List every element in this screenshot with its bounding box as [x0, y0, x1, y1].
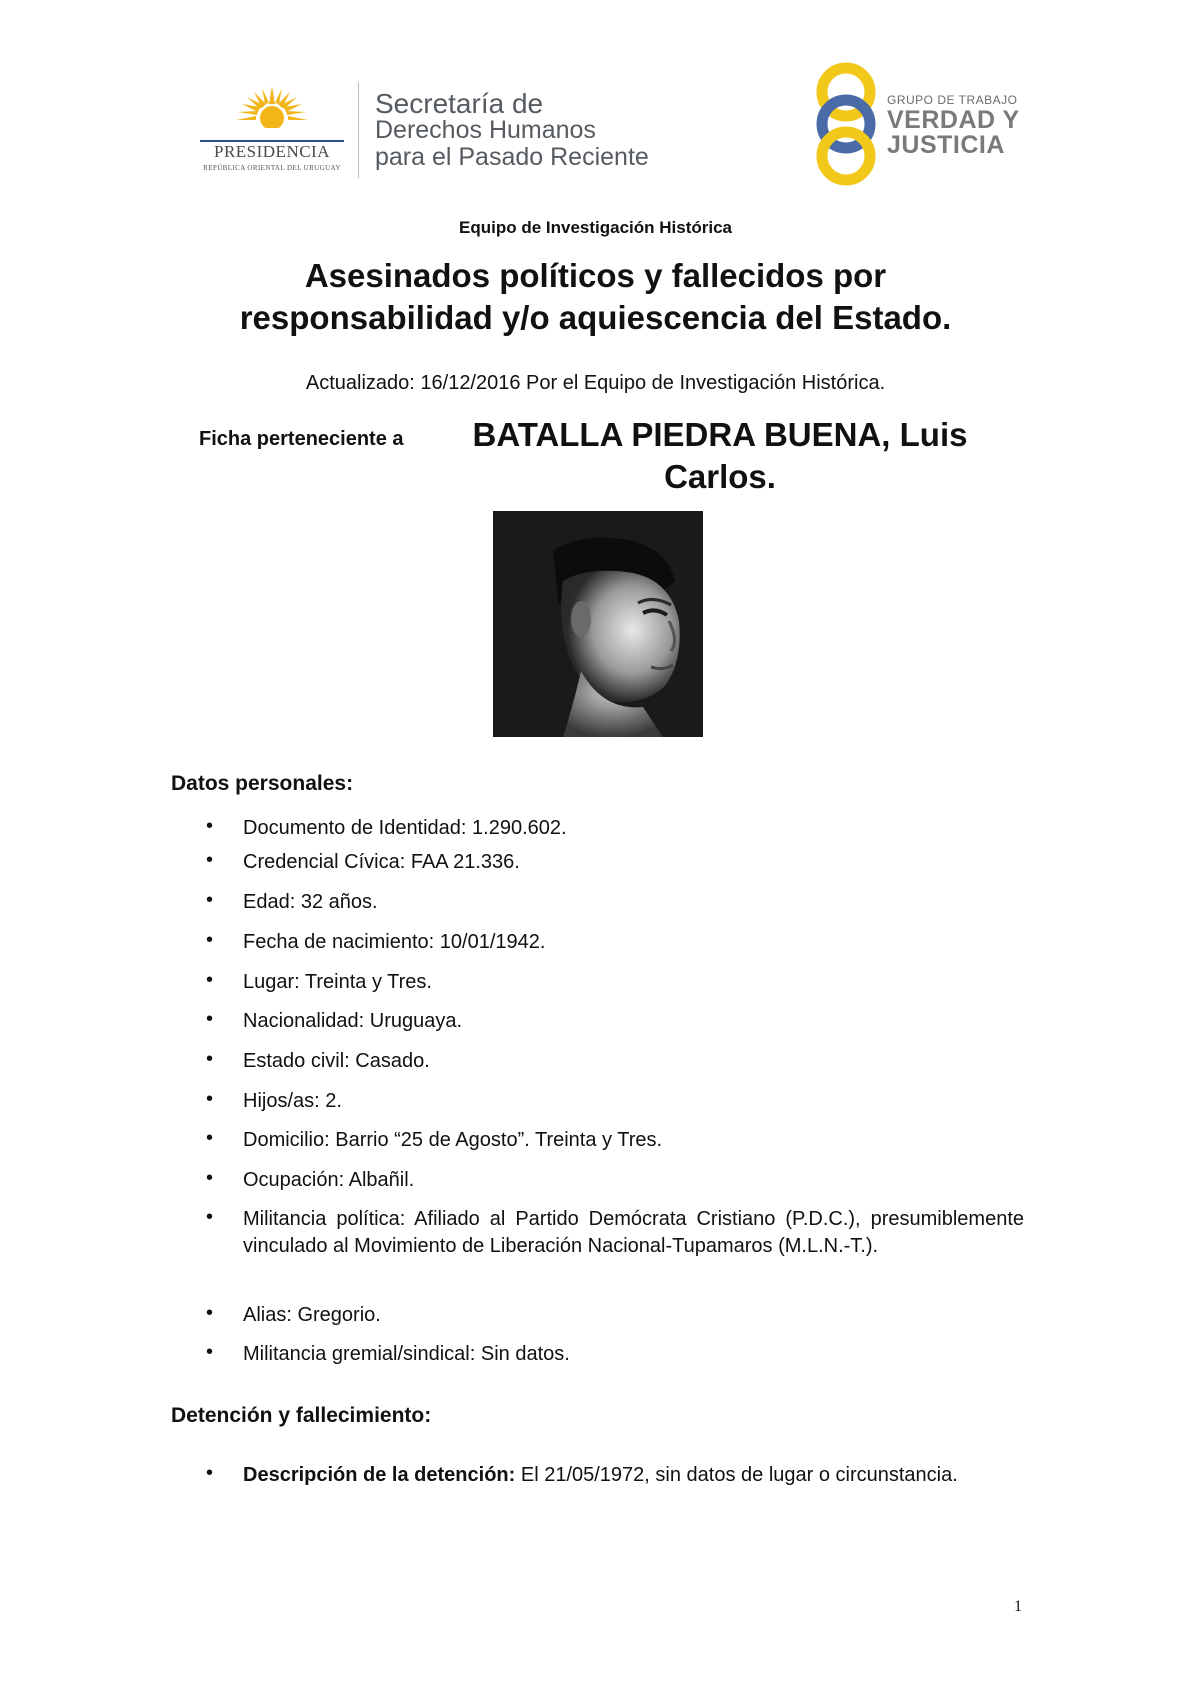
list-item-text: Domicilio: Barrio “25 de Agosto”. Treinta y Tres.: [243, 1129, 663, 1151]
team-label: Equipo de Investigación Histórica: [459, 218, 732, 237]
page-number: 1: [1014, 1598, 1022, 1615]
ficha-name-line1: BATALLA PIEDRA BUENA, Luis: [472, 416, 968, 453]
bullet: •: [206, 1048, 214, 1070]
portrait-photo: [493, 511, 703, 737]
list-item-text: Alias: Gregorio.: [243, 1304, 381, 1326]
secretaria-line3: para el Pasado Reciente: [375, 143, 649, 171]
bullet: •: [206, 1206, 214, 1228]
grupo-line1: GRUPO DE TRABAJO: [887, 93, 1018, 107]
secretaria-line1: Secretaría de: [375, 88, 544, 119]
detencion-item-text: El 21/05/1972, sin datos de lugar o circunstancia.: [515, 1464, 958, 1486]
bullet: •: [206, 929, 214, 951]
list-item-text: Militancia política: Afiliado al Partido Demócrata Cristiano (P.D.C.), presumiblemente vinculado al Movimiento de Liberación Nacional-Tupamaros (M.L.N.-T.).: [243, 1208, 1024, 1257]
list-item-text: Lugar: Treinta y Tres.: [243, 971, 432, 993]
presidencia-logo: [196, 82, 348, 178]
grupo-line3: JUSTICIA: [887, 131, 1005, 159]
bullet: •: [206, 1302, 214, 1324]
bullet: •: [206, 1462, 214, 1484]
document-title: [150, 255, 1041, 339]
portrait-image: [493, 511, 703, 737]
grupo-trabajo-logo-text: [887, 94, 1020, 158]
grupo-line2: VERDAD Y: [887, 106, 1020, 134]
list-item-text: Estado civil: Casado.: [243, 1050, 430, 1072]
bullet: •: [206, 889, 214, 911]
bullet: •: [206, 815, 214, 837]
list-item-text: Credencial Cívica: FAA 21.336.: [243, 851, 520, 873]
bullet: •: [206, 1127, 214, 1149]
sun-icon: [234, 82, 310, 142]
updated-line: Actualizado: 16/12/2016 Por el Equipo de Investigación Histórica.: [305, 372, 886, 394]
list-item-text: Militancia gremial/sindical: Sin datos.: [243, 1343, 570, 1365]
list-item-text: Edad: 32 años.: [243, 891, 378, 913]
list-item-text: Fecha de nacimiento: 10/01/1942.: [243, 931, 546, 953]
list-item-text: Nacionalidad: Uruguaya.: [243, 1010, 463, 1032]
list-item-text: [243, 1462, 1024, 1489]
detencion-item-label: Descripción de la detención:: [243, 1464, 516, 1486]
bullet: •: [206, 1167, 214, 1189]
bullet: •: [206, 849, 214, 871]
secretaria-logo-text: [375, 90, 649, 171]
presidencia-wordmark: PRESIDENCIA: [213, 142, 330, 161]
title-line2: responsabilidad y/o aquiescencia del Estado.: [239, 299, 952, 336]
ficha-person-name: [440, 414, 1000, 498]
logo-divider: [358, 82, 359, 178]
ficha-label: Ficha perteneciente a: [199, 428, 404, 450]
title-line1: Asesinados políticos y fallecidos por: [304, 257, 887, 294]
datos-personales-heading: Datos personales:: [171, 772, 354, 795]
bullet: •: [206, 1088, 214, 1110]
ficha-name-line2: Carlos.: [664, 458, 776, 495]
bullet: •: [206, 1008, 214, 1030]
list-item-text: Hijos/as: 2.: [243, 1090, 342, 1112]
bullet: •: [206, 1341, 214, 1363]
list-item-text: Ocupación: Albañil.: [243, 1169, 415, 1191]
list-item-text: Documento de Identidad: 1.290.602.: [243, 817, 567, 839]
presidencia-subtitle: REPÚBLICA ORIENTAL DEL URUGUAY: [203, 164, 341, 172]
bullet: •: [206, 969, 214, 991]
secretaria-line2: Derechos Humanos: [375, 116, 596, 144]
detencion-heading: Detención y fallecimiento:: [171, 1404, 432, 1427]
